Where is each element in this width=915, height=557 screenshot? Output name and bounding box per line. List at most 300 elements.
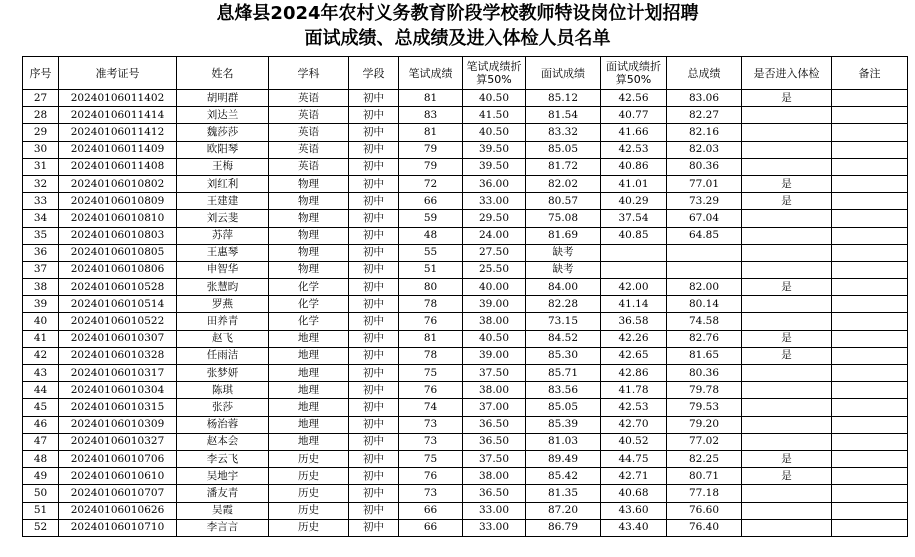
cell-interview-50: 40.85: [601, 227, 667, 244]
cell-name: 任雨洁: [177, 347, 269, 364]
cell-name: 李云飞: [177, 450, 269, 467]
cell-index: 34: [23, 210, 59, 227]
cell-interview-score: 80.57: [526, 193, 601, 210]
cell-physical-exam: 是: [742, 175, 832, 192]
table-header: [23, 57, 908, 90]
cell-physical-exam: 是: [742, 450, 832, 467]
cell-written-score: 73: [399, 433, 463, 450]
table-row: [23, 347, 908, 364]
cell-remarks: [832, 365, 908, 382]
cell-stage: 初中: [349, 330, 399, 347]
cell-remarks: [832, 261, 908, 278]
cell-subject: 物理: [269, 193, 349, 210]
cell-exam-id: 20240106010802: [59, 175, 177, 192]
cell-physical-exam: [742, 227, 832, 244]
document-title: 息烽县2024年农村义务教育阶段学校教师特设岗位计划招聘: [216, 3, 699, 24]
cell-name: 欧阳琴: [177, 141, 269, 158]
cell-exam-id: 20240106010514: [59, 296, 177, 313]
table-row: [23, 261, 908, 278]
cell-total-score: 80.36: [667, 365, 742, 382]
cell-total-score: 77.01: [667, 175, 742, 192]
cell-written-score: 73: [399, 485, 463, 502]
cell-subject: 化学: [269, 279, 349, 296]
cell-interview-50: 40.52: [601, 433, 667, 450]
cell-written-score: 66: [399, 193, 463, 210]
cell-written-score: 74: [399, 399, 463, 416]
cell-physical-exam: 是: [742, 193, 832, 210]
header-physical-exam: 是否进入体检: [742, 57, 832, 90]
cell-stage: 初中: [349, 382, 399, 399]
cell-name: 吴地宇: [177, 468, 269, 485]
cell-physical-exam: [742, 296, 832, 313]
cell-exam-id: 20240106010522: [59, 313, 177, 330]
cell-name: 田养青: [177, 313, 269, 330]
cell-interview-50: 42.56: [601, 90, 667, 107]
cell-interview-score: 缺考: [526, 244, 601, 261]
cell-exam-id: 20240106011414: [59, 107, 177, 124]
cell-subject: 物理: [269, 227, 349, 244]
cell-subject: 英语: [269, 141, 349, 158]
cell-name: 赵飞: [177, 330, 269, 347]
cell-total-score: 83.06: [667, 90, 742, 107]
cell-name: 张慧昀: [177, 279, 269, 296]
cell-written-50: 33.00: [463, 193, 526, 210]
cell-written-score: 78: [399, 347, 463, 364]
cell-remarks: [832, 519, 908, 536]
cell-total-score: 77.02: [667, 433, 742, 450]
cell-total-score: 73.29: [667, 193, 742, 210]
cell-interview-score: 85.12: [526, 90, 601, 107]
cell-written-score: 72: [399, 175, 463, 192]
cell-subject: 地理: [269, 347, 349, 364]
cell-interview-50: 36.58: [601, 313, 667, 330]
cell-exam-id: 20240106010626: [59, 502, 177, 519]
cell-stage: 初中: [349, 279, 399, 296]
cell-name: 张梦妍: [177, 365, 269, 382]
header-interview-score: 面试成绩: [526, 57, 601, 90]
cell-written-score: 79: [399, 158, 463, 175]
cell-stage: 初中: [349, 227, 399, 244]
header-subject: 学科: [269, 57, 349, 90]
table-row: [23, 107, 908, 124]
cell-total-score: 76.60: [667, 502, 742, 519]
header-written-50: 笔试成绩折算50%: [463, 57, 526, 90]
header-written-score: 笔试成绩: [399, 57, 463, 90]
cell-name: 刘红利: [177, 175, 269, 192]
cell-remarks: [832, 433, 908, 450]
cell-index: 35: [23, 227, 59, 244]
cell-name: 申智华: [177, 261, 269, 278]
cell-written-50: 40.50: [463, 124, 526, 141]
cell-written-50: 41.50: [463, 107, 526, 124]
cell-stage: 初中: [349, 296, 399, 313]
cell-index: 36: [23, 244, 59, 261]
cell-total-score: 67.04: [667, 210, 742, 227]
cell-written-50: 36.00: [463, 175, 526, 192]
cell-remarks: [832, 227, 908, 244]
cell-written-50: 36.50: [463, 416, 526, 433]
cell-exam-id: 20240106010328: [59, 347, 177, 364]
cell-total-score: 82.76: [667, 330, 742, 347]
cell-interview-50: 40.29: [601, 193, 667, 210]
cell-physical-exam: [742, 519, 832, 536]
cell-stage: 初中: [349, 313, 399, 330]
cell-exam-id: 20240106010304: [59, 382, 177, 399]
cell-stage: 初中: [349, 485, 399, 502]
cell-exam-id: 20240106010307: [59, 330, 177, 347]
cell-total-score: 82.03: [667, 141, 742, 158]
cell-written-50: 39.00: [463, 296, 526, 313]
cell-total-score: [667, 244, 742, 261]
cell-total-score: 79.53: [667, 399, 742, 416]
cell-subject: 历史: [269, 519, 349, 536]
cell-exam-id: 20240106010706: [59, 450, 177, 467]
cell-remarks: [832, 450, 908, 467]
cell-exam-id: 20240106011402: [59, 90, 177, 107]
cell-remarks: [832, 330, 908, 347]
cell-exam-id: 20240106011409: [59, 141, 177, 158]
cell-stage: 初中: [349, 124, 399, 141]
cell-name: 李言言: [177, 519, 269, 536]
cell-name: 王建建: [177, 193, 269, 210]
cell-total-score: 76.40: [667, 519, 742, 536]
cell-remarks: [832, 313, 908, 330]
table-row: [23, 399, 908, 416]
cell-written-50: 25.50: [463, 261, 526, 278]
table-row: [23, 90, 908, 107]
header-total-score: 总成绩: [667, 57, 742, 90]
cell-index: 40: [23, 313, 59, 330]
cell-remarks: [832, 502, 908, 519]
results-table: [22, 56, 908, 537]
cell-written-50: 33.00: [463, 519, 526, 536]
cell-total-score: 80.36: [667, 158, 742, 175]
cell-written-score: 80: [399, 279, 463, 296]
cell-name: 潘友青: [177, 485, 269, 502]
cell-exam-id: 20240106010810: [59, 210, 177, 227]
header-remarks: 备注: [832, 57, 908, 90]
cell-subject: 化学: [269, 313, 349, 330]
table-row: [23, 485, 908, 502]
cell-total-score: 64.85: [667, 227, 742, 244]
cell-total-score: 74.58: [667, 313, 742, 330]
cell-physical-exam: 是: [742, 279, 832, 296]
cell-stage: 初中: [349, 416, 399, 433]
cell-total-score: 79.20: [667, 416, 742, 433]
cell-remarks: [832, 416, 908, 433]
cell-written-score: 76: [399, 468, 463, 485]
header-index: 序号: [23, 57, 59, 90]
cell-subject: 英语: [269, 124, 349, 141]
cell-index: 38: [23, 279, 59, 296]
cell-interview-score: 84.52: [526, 330, 601, 347]
table-row: [23, 313, 908, 330]
table-row: [23, 279, 908, 296]
cell-written-50: 38.00: [463, 468, 526, 485]
cell-interview-score: 85.42: [526, 468, 601, 485]
cell-subject: 地理: [269, 399, 349, 416]
cell-index: 47: [23, 433, 59, 450]
cell-exam-id: 20240106010803: [59, 227, 177, 244]
cell-written-score: 66: [399, 519, 463, 536]
cell-remarks: [832, 485, 908, 502]
cell-subject: 地理: [269, 382, 349, 399]
cell-index: 32: [23, 175, 59, 192]
cell-interview-score: 缺考: [526, 261, 601, 278]
cell-interview-score: 85.05: [526, 141, 601, 158]
cell-physical-exam: [742, 124, 832, 141]
cell-remarks: [832, 175, 908, 192]
cell-written-50: 39.00: [463, 347, 526, 364]
cell-name: 王梅: [177, 158, 269, 175]
cell-subject: 历史: [269, 502, 349, 519]
cell-interview-score: 86.79: [526, 519, 601, 536]
cell-physical-exam: [742, 365, 832, 382]
cell-exam-id: 20240106010317: [59, 365, 177, 382]
cell-total-score: 82.27: [667, 107, 742, 124]
cell-written-50: 40.50: [463, 90, 526, 107]
cell-index: 33: [23, 193, 59, 210]
cell-physical-exam: [742, 141, 832, 158]
table-row: [23, 158, 908, 175]
cell-interview-score: 89.49: [526, 450, 601, 467]
header-interview-50: 面试成绩折算50%: [601, 57, 667, 90]
cell-subject: 历史: [269, 485, 349, 502]
cell-total-score: 82.16: [667, 124, 742, 141]
cell-subject: 化学: [269, 296, 349, 313]
table-row: [23, 296, 908, 313]
table-row: [23, 175, 908, 192]
cell-index: 41: [23, 330, 59, 347]
cell-written-score: 51: [399, 261, 463, 278]
cell-remarks: [832, 296, 908, 313]
cell-interview-50: 41.14: [601, 296, 667, 313]
header-exam-id: 准考证号: [59, 57, 177, 90]
cell-exam-id: 20240106010707: [59, 485, 177, 502]
header-row: [23, 57, 908, 90]
cell-interview-50: 40.86: [601, 158, 667, 175]
cell-written-score: 83: [399, 107, 463, 124]
cell-stage: 初中: [349, 433, 399, 450]
cell-written-50: 36.50: [463, 485, 526, 502]
cell-interview-score: 85.05: [526, 399, 601, 416]
cell-index: 49: [23, 468, 59, 485]
cell-interview-50: 41.66: [601, 124, 667, 141]
table-row: [23, 519, 908, 536]
cell-index: 31: [23, 158, 59, 175]
cell-interview-score: 85.39: [526, 416, 601, 433]
cell-stage: 初中: [349, 210, 399, 227]
table-row: [23, 450, 908, 467]
cell-exam-id: 20240106010315: [59, 399, 177, 416]
cell-remarks: [832, 141, 908, 158]
cell-subject: 地理: [269, 433, 349, 450]
cell-index: 45: [23, 399, 59, 416]
cell-exam-id: 20240106010805: [59, 244, 177, 261]
cell-physical-exam: [742, 433, 832, 450]
cell-written-50: 36.50: [463, 433, 526, 450]
cell-remarks: [832, 210, 908, 227]
cell-written-score: 73: [399, 416, 463, 433]
cell-written-score: 55: [399, 244, 463, 261]
cell-remarks: [832, 193, 908, 210]
cell-index: 30: [23, 141, 59, 158]
cell-stage: 初中: [349, 502, 399, 519]
cell-index: 48: [23, 450, 59, 467]
cell-physical-exam: [742, 416, 832, 433]
cell-stage: 初中: [349, 365, 399, 382]
cell-written-score: 66: [399, 502, 463, 519]
cell-index: 27: [23, 90, 59, 107]
cell-interview-score: 82.28: [526, 296, 601, 313]
cell-written-score: 81: [399, 330, 463, 347]
cell-interview-50: 43.40: [601, 519, 667, 536]
header-name: 姓名: [177, 57, 269, 90]
cell-written-50: 39.50: [463, 141, 526, 158]
cell-name: 苏萍: [177, 227, 269, 244]
cell-exam-id: 20240106010710: [59, 519, 177, 536]
cell-written-score: 76: [399, 382, 463, 399]
cell-index: 29: [23, 124, 59, 141]
cell-interview-50: 42.71: [601, 468, 667, 485]
cell-physical-exam: [742, 485, 832, 502]
cell-total-score: 79.78: [667, 382, 742, 399]
cell-interview-score: 81.72: [526, 158, 601, 175]
table-row: [23, 382, 908, 399]
cell-index: 43: [23, 365, 59, 382]
cell-name: 张莎: [177, 399, 269, 416]
table-row: [23, 468, 908, 485]
cell-written-score: 81: [399, 124, 463, 141]
cell-stage: 初中: [349, 399, 399, 416]
table-row: [23, 124, 908, 141]
cell-exam-id: 20240106010309: [59, 416, 177, 433]
document-subtitle: 面试成绩、总成绩及进入体检人员名单: [304, 28, 611, 49]
cell-subject: 地理: [269, 330, 349, 347]
cell-name: 杨治蓉: [177, 416, 269, 433]
cell-subject: 物理: [269, 175, 349, 192]
cell-exam-id: 20240106010610: [59, 468, 177, 485]
cell-interview-50: [601, 244, 667, 261]
cell-index: 39: [23, 296, 59, 313]
table-row: [23, 193, 908, 210]
cell-interview-score: 81.54: [526, 107, 601, 124]
cell-interview-score: 75.08: [526, 210, 601, 227]
cell-subject: 英语: [269, 90, 349, 107]
cell-written-50: 29.50: [463, 210, 526, 227]
cell-index: 46: [23, 416, 59, 433]
cell-subject: 地理: [269, 365, 349, 382]
cell-written-50: 40.00: [463, 279, 526, 296]
cell-interview-50: 42.65: [601, 347, 667, 364]
table-body: [23, 90, 908, 537]
cell-physical-exam: [742, 502, 832, 519]
cell-written-50: 27.50: [463, 244, 526, 261]
cell-name: 罗燕: [177, 296, 269, 313]
cell-written-50: 37.50: [463, 365, 526, 382]
cell-subject: 物理: [269, 261, 349, 278]
table-row: [23, 227, 908, 244]
table-row: [23, 141, 908, 158]
table-row: [23, 502, 908, 519]
cell-remarks: [832, 90, 908, 107]
cell-name: 魏莎莎: [177, 124, 269, 141]
cell-name: 陈琪: [177, 382, 269, 399]
cell-written-score: 76: [399, 313, 463, 330]
cell-total-score: 80.71: [667, 468, 742, 485]
cell-stage: 初中: [349, 347, 399, 364]
cell-subject: 英语: [269, 158, 349, 175]
cell-written-score: 81: [399, 90, 463, 107]
cell-physical-exam: 是: [742, 347, 832, 364]
cell-interview-50: 43.60: [601, 502, 667, 519]
cell-interview-score: 73.15: [526, 313, 601, 330]
cell-written-score: 48: [399, 227, 463, 244]
cell-written-50: 38.00: [463, 313, 526, 330]
cell-stage: 初中: [349, 158, 399, 175]
table-row: [23, 210, 908, 227]
cell-physical-exam: [742, 244, 832, 261]
cell-written-50: 38.00: [463, 382, 526, 399]
cell-stage: 初中: [349, 141, 399, 158]
cell-written-score: 79: [399, 141, 463, 158]
cell-remarks: [832, 158, 908, 175]
cell-interview-50: 41.01: [601, 175, 667, 192]
cell-physical-exam: 是: [742, 90, 832, 107]
cell-physical-exam: 是: [742, 468, 832, 485]
cell-stage: 初中: [349, 244, 399, 261]
cell-stage: 初中: [349, 193, 399, 210]
cell-physical-exam: 是: [742, 330, 832, 347]
cell-index: 52: [23, 519, 59, 536]
cell-index: 42: [23, 347, 59, 364]
cell-total-score: [667, 261, 742, 278]
cell-interview-score: 84.00: [526, 279, 601, 296]
table-row: [23, 330, 908, 347]
cell-stage: 初中: [349, 450, 399, 467]
cell-interview-50: 41.78: [601, 382, 667, 399]
cell-subject: 历史: [269, 468, 349, 485]
cell-written-50: 33.00: [463, 502, 526, 519]
cell-written-score: 59: [399, 210, 463, 227]
cell-index: 37: [23, 261, 59, 278]
cell-interview-score: 81.35: [526, 485, 601, 502]
header-stage: 学段: [349, 57, 399, 90]
cell-interview-50: 42.53: [601, 399, 667, 416]
table-row: [23, 416, 908, 433]
cell-interview-score: 82.02: [526, 175, 601, 192]
cell-remarks: [832, 468, 908, 485]
cell-physical-exam: [742, 313, 832, 330]
cell-name: 王惠琴: [177, 244, 269, 261]
cell-remarks: [832, 382, 908, 399]
cell-exam-id: 20240106011408: [59, 158, 177, 175]
cell-total-score: 80.14: [667, 296, 742, 313]
table-row: [23, 433, 908, 450]
cell-remarks: [832, 107, 908, 124]
cell-stage: 初中: [349, 90, 399, 107]
cell-written-score: 75: [399, 365, 463, 382]
cell-interview-score: 85.71: [526, 365, 601, 382]
cell-written-50: 39.50: [463, 158, 526, 175]
cell-interview-50: 42.86: [601, 365, 667, 382]
cell-index: 44: [23, 382, 59, 399]
cell-total-score: 82.25: [667, 450, 742, 467]
cell-stage: 初中: [349, 107, 399, 124]
cell-interview-50: 40.77: [601, 107, 667, 124]
cell-physical-exam: [742, 399, 832, 416]
cell-physical-exam: [742, 382, 832, 399]
